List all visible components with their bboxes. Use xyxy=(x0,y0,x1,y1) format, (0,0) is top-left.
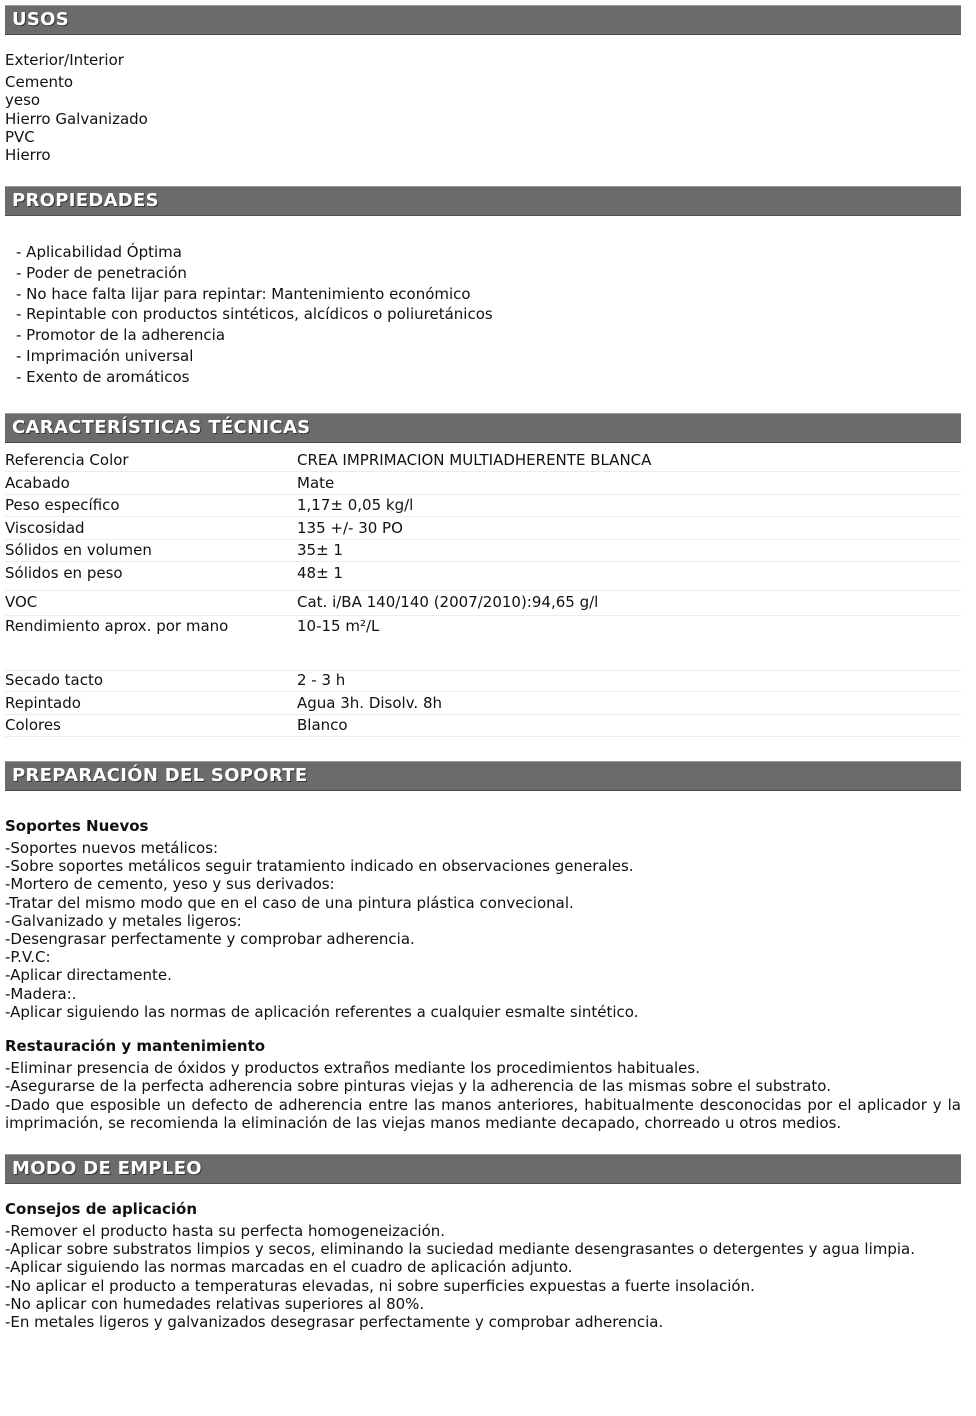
row-label: Secado tacto xyxy=(5,671,104,689)
row-label: Sólidos en volumen xyxy=(5,541,152,559)
list-item: - Promotor de la adherencia xyxy=(16,326,226,345)
section-header-propiedades xyxy=(5,186,961,216)
text-line: -Soportes nuevos metálicos: xyxy=(5,839,219,857)
text-line: -Galvanizado y metales ligeros: xyxy=(5,911,242,930)
list-item: - Repintable con productos sintéticos, alcídicos o poliuretánicos xyxy=(16,305,493,324)
soportes-nuevos-text xyxy=(5,839,965,1021)
row-value: Agua 3h. Disolv. 8h xyxy=(297,694,443,712)
propiedades-list xyxy=(16,242,493,388)
section-header-preparacion xyxy=(5,761,961,791)
consejos-text xyxy=(5,1222,965,1331)
row-label: Sólidos en peso xyxy=(5,564,123,582)
section-header-caracteristicas xyxy=(5,413,961,443)
text-line: -Aplicar siguiendo las normas de aplicación referentes a cualquier esmalte sintético. xyxy=(5,1002,639,1021)
table-row xyxy=(5,616,961,671)
row-label: Colores xyxy=(5,716,61,734)
text-line: -En metales ligeros y galvanizados desegrasar perfectamente y comprobar adherencia. xyxy=(5,1313,664,1332)
list-item: - Poder de penetración xyxy=(16,263,187,282)
table-row xyxy=(5,592,961,616)
row-value: 10-15 m²/L xyxy=(297,617,380,635)
text-line: -Tratar del mismo modo que en el caso de una pintura plástica convecional. xyxy=(5,893,574,912)
text-line: -Asegurarse de la perfecta adherencia sobre pinturas viejas y la adherencia de las mismas sobre el substrato. xyxy=(5,1077,831,1096)
section-title: MODO DE EMPLEO xyxy=(12,1158,202,1179)
table-row xyxy=(5,715,961,737)
subheading-consejos: Consejos de aplicación xyxy=(5,1200,197,1218)
list-item: - Imprimación universal xyxy=(16,346,194,365)
row-label: Referencia Color xyxy=(5,451,129,469)
list-item: PVC xyxy=(5,127,35,146)
text-line: -No aplicar con humedades relativas superiores al 80%. xyxy=(5,1294,425,1313)
text-line: -No aplicar el producto a temperaturas elevadas, ni sobre superficies expuestas a fuerte insolación. xyxy=(5,1276,755,1295)
table-row xyxy=(5,450,961,472)
table-row xyxy=(5,473,961,495)
usos-list xyxy=(5,51,965,164)
text-line: -Remover el producto hasta su perfecta homogeneización. xyxy=(5,1222,446,1240)
list-item: - Exento de aromáticos xyxy=(16,367,190,386)
list-item: yeso xyxy=(5,91,41,110)
list-item: Exterior/Interior xyxy=(5,51,124,69)
table-row xyxy=(5,670,961,692)
list-item: Hierro Galvanizado xyxy=(5,109,148,128)
list-item: - No hace falta lijar para repintar: Mantenimiento económico xyxy=(16,284,471,303)
row-value: Blanco xyxy=(297,716,348,734)
section-title: PREPARACIÓN DEL SOPORTE xyxy=(12,765,308,786)
section-header-modo xyxy=(5,1154,961,1184)
text-line: -Aplicar siguiendo las normas marcadas en el cuadro de aplicación adjunto. xyxy=(5,1258,573,1277)
text-line: -Desengrasar perfectamente y comprobar adherencia. xyxy=(5,930,415,949)
row-value: 48± 1 xyxy=(297,564,343,582)
text-line: -Madera:. xyxy=(5,984,77,1003)
list-item: Hierro xyxy=(5,146,51,165)
text-line: -Sobre soportes metálicos seguir tratamiento indicado en observaciones generales. xyxy=(5,857,634,876)
section-title: CARACTERÍSTICAS TÉCNICAS xyxy=(12,417,311,438)
row-label: Acabado xyxy=(5,474,70,492)
table-row xyxy=(5,693,961,715)
table-row xyxy=(5,563,961,591)
list-item: Cemento xyxy=(5,73,74,92)
row-label: VOC xyxy=(5,593,38,611)
row-label: Peso específico xyxy=(5,496,120,514)
row-value: CREA IMPRIMACION MULTIADHERENTE BLANCA xyxy=(297,451,652,469)
subheading-soportes-nuevos: Soportes Nuevos xyxy=(5,817,149,835)
restauracion-text xyxy=(5,1059,965,1095)
row-label: Repintado xyxy=(5,694,81,712)
row-label: Rendimiento aprox. por mano xyxy=(5,617,229,635)
subheading-restauracion: Restauración y mantenimiento xyxy=(5,1037,266,1055)
table-row xyxy=(5,518,961,540)
text-line: -Aplicar directamente. xyxy=(5,966,172,985)
section-header-usos xyxy=(5,5,961,35)
list-item: - Aplicabilidad Óptima xyxy=(16,243,182,261)
row-value: 135 +/- 30 PO xyxy=(297,519,403,537)
row-value: 1,17± 0,05 kg/l xyxy=(297,496,414,514)
text-line: -Aplicar sobre substratos limpios y secos, eliminando la suciedad mediante desengrasantes o detergentes y agua limpia. xyxy=(5,1240,916,1259)
text-line: -P.V.C: xyxy=(5,948,51,967)
table-row xyxy=(5,540,961,562)
section-title: USOS xyxy=(12,9,70,30)
row-value: Mate xyxy=(297,474,335,492)
row-value: 2 - 3 h xyxy=(297,671,346,689)
restauracion-paragraph: -Dado que esposible un defecto de adherencia entre las manos anteriores, habitualmente desconocidas por el aplicador y la imprimación, se recomienda la eliminación de las viejas manos mediante decapado, chorreado u otros medios. xyxy=(5,1096,961,1133)
row-value: 35± 1 xyxy=(297,541,343,559)
text-line: -Eliminar presencia de óxidos y productos extraños mediante los procedimientos habituales. xyxy=(5,1059,700,1077)
section-title: PROPIEDADES xyxy=(12,190,159,211)
table-row xyxy=(5,495,961,517)
text-line: -Mortero de cemento, yeso y sus derivados: xyxy=(5,875,335,894)
row-value: Cat. i/BA 140/140 (2007/2010):94,65 g/l xyxy=(297,593,599,611)
row-label: Viscosidad xyxy=(5,519,85,537)
